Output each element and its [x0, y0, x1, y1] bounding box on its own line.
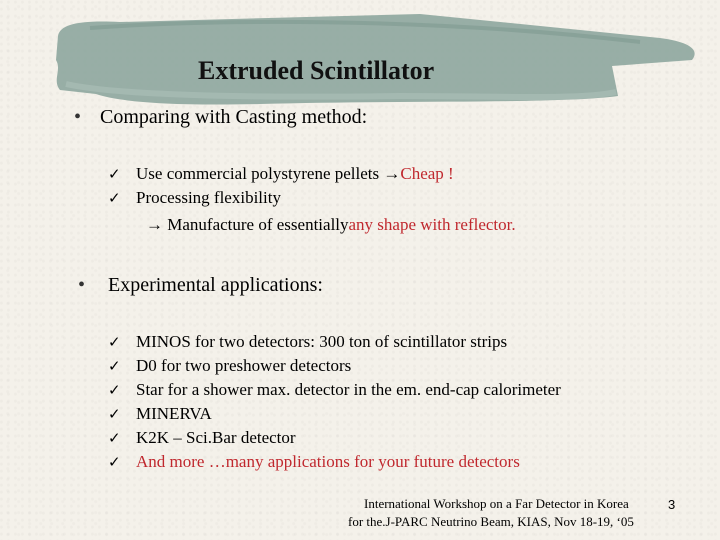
item-text: MINOS for two detectors: 300 ton of scintillator strips — [136, 332, 508, 351]
item-text: Processing flexibility — [136, 188, 281, 207]
page-number: 3 — [668, 497, 676, 512]
bullet-comparing — [74, 106, 367, 129]
check-icon: ✓ — [108, 405, 121, 423]
item-text: D0 for two preshower detectors — [136, 356, 352, 375]
continuation-text: → Manufacture of essentially — [146, 215, 349, 234]
item-text: And more …many applications for your future detectors — [136, 452, 520, 471]
bullet-icon: • — [78, 274, 86, 296]
section1-heading: Comparing with Casting method: — [100, 106, 368, 128]
footer-line-2: for the.J-PARC Neutrino Beam, KIAS, Nov 18-19, ‘05 — [348, 514, 634, 529]
list-item — [108, 404, 212, 424]
list-item — [108, 452, 520, 472]
title-banner — [0, 0, 720, 110]
check-icon: ✓ — [108, 453, 121, 471]
section2-heading: Experimental applications: — [108, 274, 323, 296]
check-icon: ✓ — [108, 333, 121, 351]
continuation-highlight: any shape with reflector. — [348, 215, 516, 234]
check-icon: ✓ — [108, 189, 121, 207]
continuation-line — [146, 215, 516, 235]
item-text: K2K – Sci.Bar detector — [136, 428, 296, 447]
list-item — [108, 428, 296, 448]
check-icon: ✓ — [108, 165, 121, 183]
bullet-applications — [78, 274, 323, 297]
list-item — [108, 332, 507, 352]
list-item — [108, 380, 561, 400]
bullet-icon: • — [74, 106, 82, 128]
check-item-pellets — [108, 164, 454, 184]
check-item-flexibility — [108, 188, 281, 208]
footer-line-1: International Workshop on a Far Detector in Korea — [364, 496, 629, 511]
item-text: MINERVA — [136, 404, 212, 423]
item-text: Use commercial polystyrene pellets → — [136, 164, 401, 183]
slide-title: Extruded Scintillator — [198, 56, 435, 85]
check-icon: ✓ — [108, 357, 121, 375]
item-text: Star for a shower max. detector in the em. end-cap calorimeter — [136, 380, 561, 399]
check-icon: ✓ — [108, 429, 121, 447]
item-highlight: Cheap ! — [400, 164, 454, 183]
list-item — [108, 356, 351, 376]
check-icon: ✓ — [108, 381, 121, 399]
